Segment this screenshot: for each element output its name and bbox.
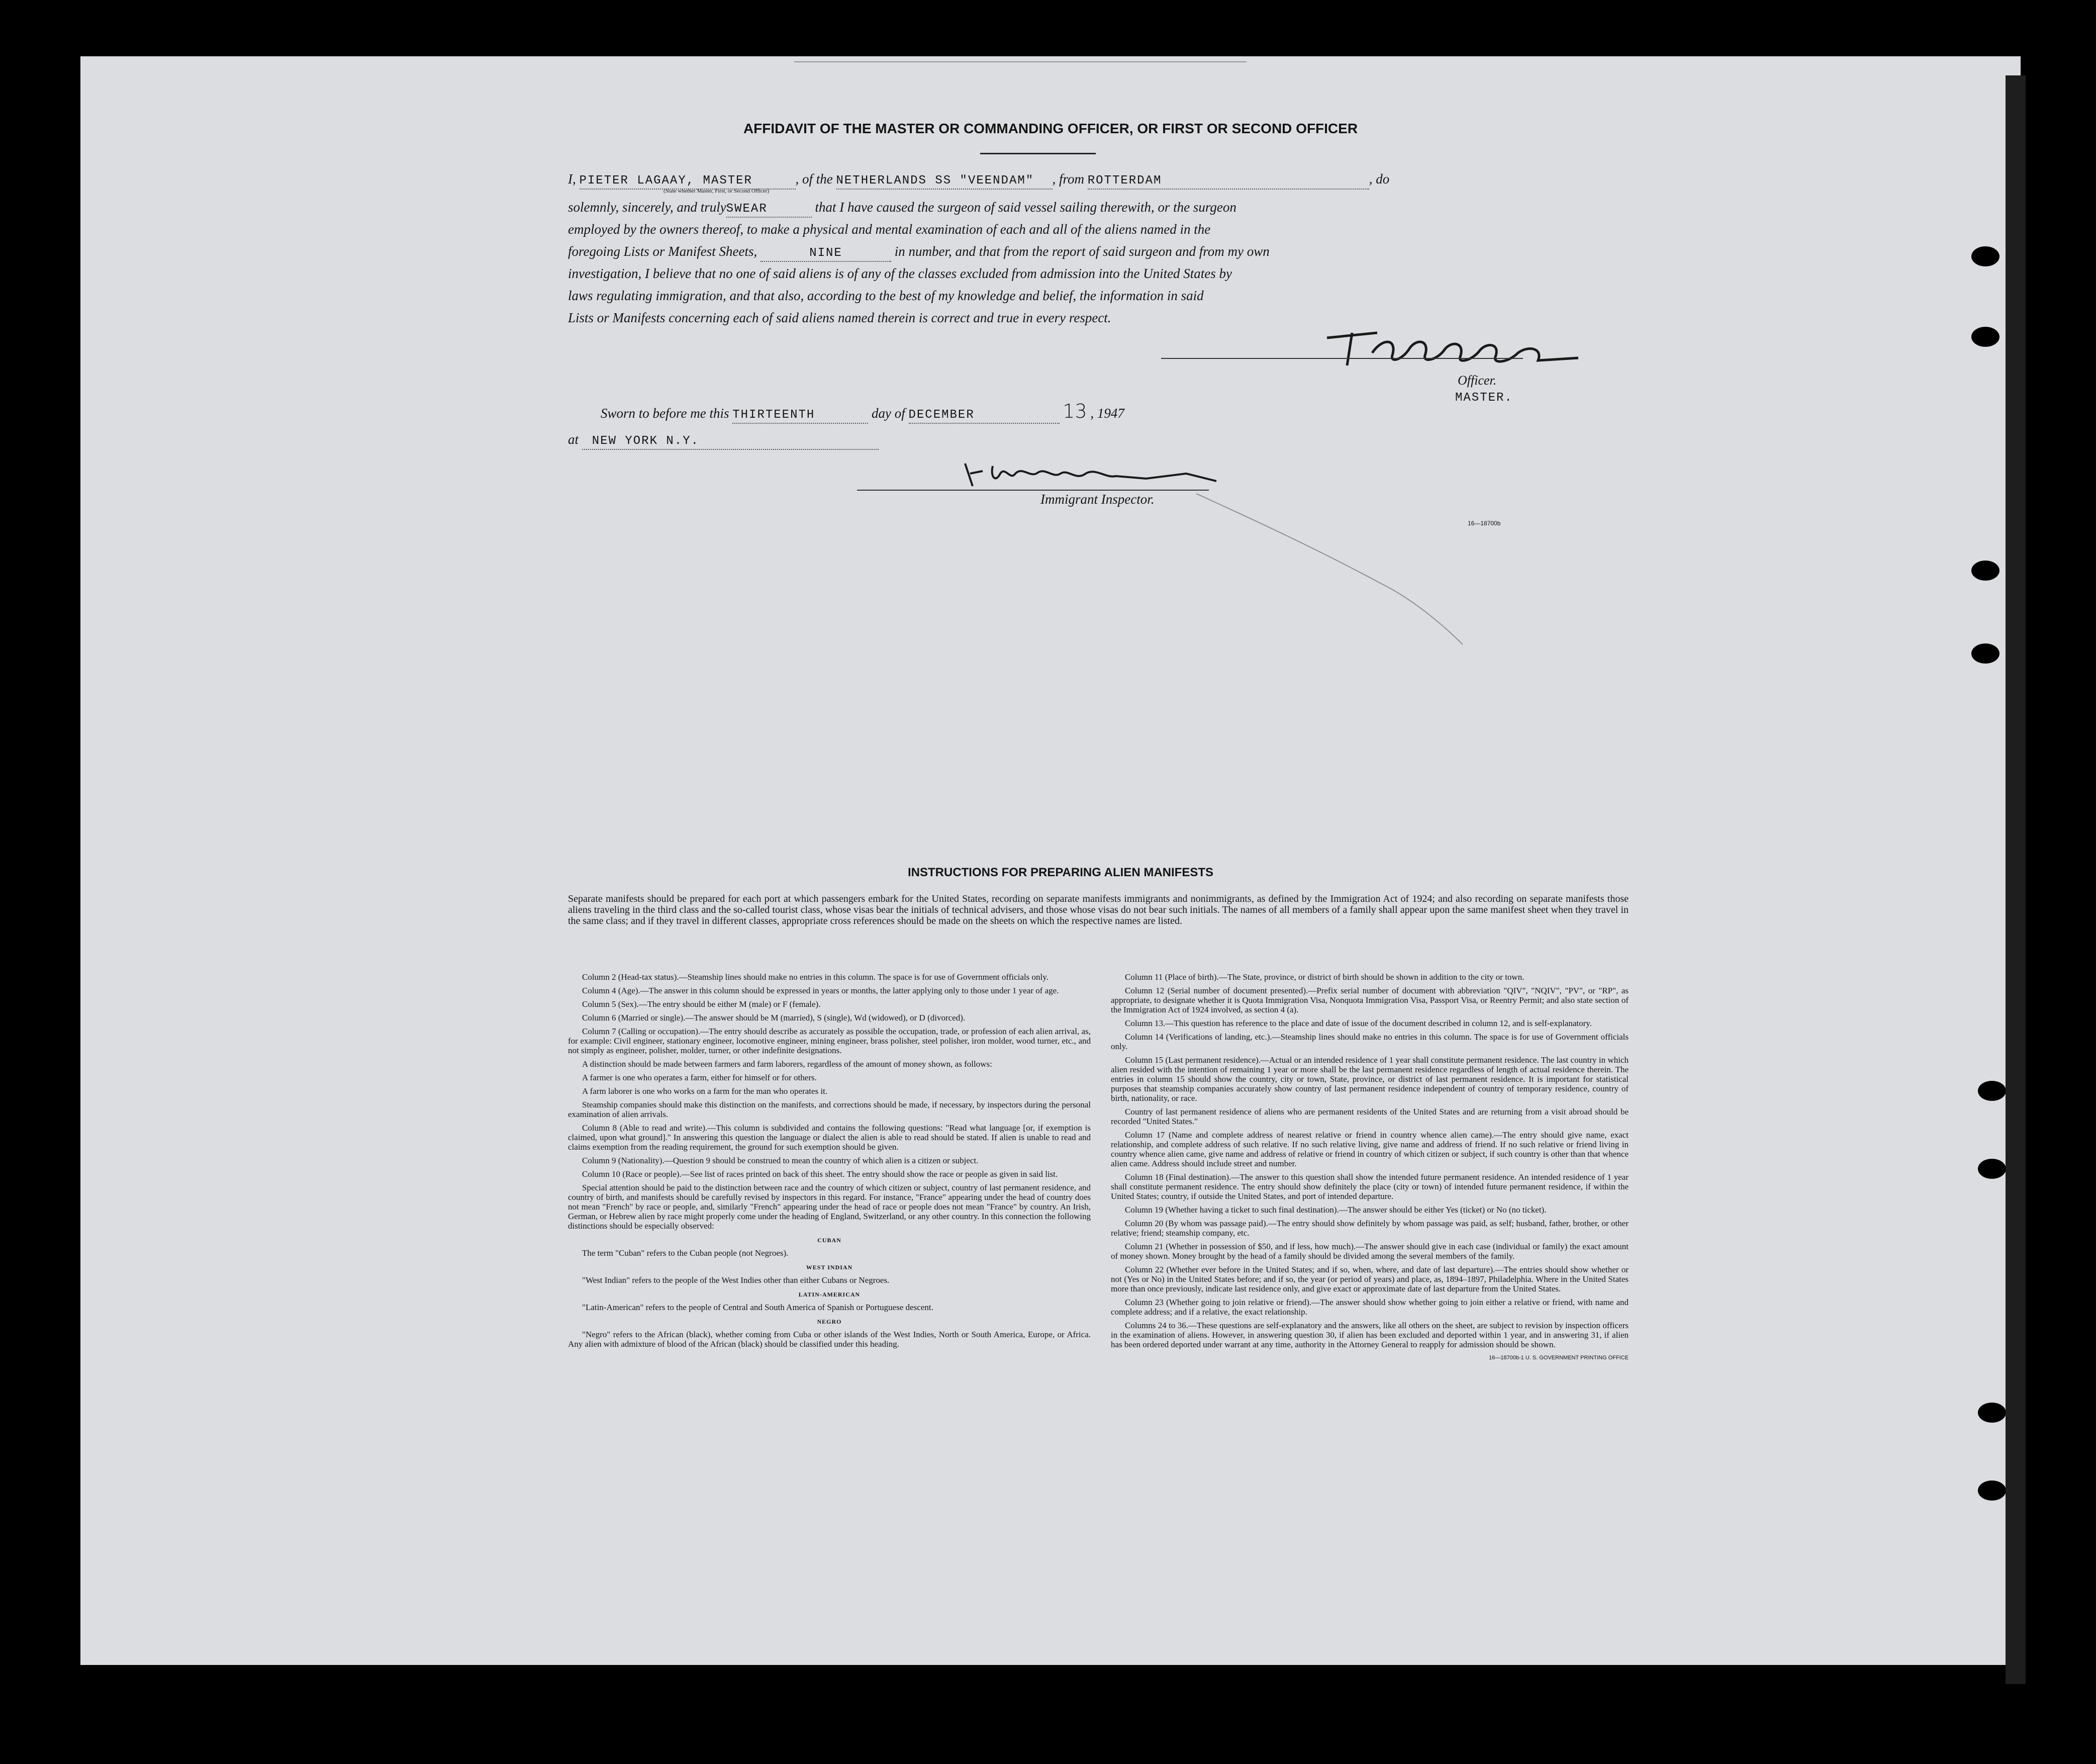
definition-latin-american: "Latin-American" refers to the people of Central and South America of Spanish or Portuguese descent. (582, 1303, 933, 1312)
heading-cuban: CUBAN (817, 1237, 841, 1244)
instruction-col-8: Column 8 (Able to read and write).—This column is subdivided and contains the following questions: "Read what language [or, if exemption is claimed, upon what ground]." In answering this question the language or dialect the alien is able to read should be stated. If alien is unable to read and claims exemption from the reading requirement, the ground for such exemption should be given. (568, 1123, 1091, 1152)
inspector-signature (955, 453, 1267, 494)
instruction-col-2: Column 2 (Head-tax status).—Steamship lines should make no entries in this column. The space is for use of Government officials only. (582, 972, 1049, 982)
instruction-col-17: Column 17 (Name and complete address of nearest relative or friend in country whence alien came).—The entry should give name, exact relationship, and complete address of such relative. If no such relative living, give name and address of friend. If no such relative or friend living in country whence alien came, give name and address of relative or friend in country of which citizen or subject, if such country is other than that whence alien came. Address should include street and number. (1111, 1130, 1629, 1168)
place-line (568, 428, 1624, 450)
inspector-label: Immigrant Inspector. (1040, 492, 1155, 507)
top-edge-line (794, 61, 1247, 62)
handwritten-day: 13 (1063, 400, 1087, 422)
text-surgeon: that I have caused the surgeon of said vessel sailing therewith, or the surgeon (815, 200, 1236, 215)
form-code: 16—18700b (1468, 520, 1501, 527)
printing-office-footer: 16—18700b-1 U. S. GOVERNMENT PRINTING OFFICE (1489, 1355, 1629, 1361)
affidavit-line-3: employed by the owners thereof, to make a physical and mental examination of each and all of the aliens named in the (568, 222, 1211, 237)
binding-hole (1971, 246, 1999, 266)
text-day-of: day of (872, 406, 905, 421)
definition-negro: "Negro" refers to the African (black), whether coming from Cuba or other islands of the West Indies, North or South America, Europe, or Africa. Any alien with admixture of blood of the African (black) should be classified under this heading. (568, 1330, 1091, 1349)
text-solemnly: solemnly, sincerely, and truly (568, 200, 726, 215)
instruction-col-4: Column 4 (Age).—The answer in this column should be expressed in years or months, the latter applying only to those under 1 year of age. (582, 986, 1059, 995)
text-of-the: , of the (795, 171, 833, 187)
manifest-sheet (80, 56, 2021, 1665)
stray-pencil-mark (1191, 489, 1473, 649)
instruction-corrections: Steamship companies should make this distinction on the manifests, and corrections should be made, if necessary, by inspectors during the personal examination of alien arrivals. (568, 1100, 1091, 1119)
instructions-intro: Separate manifests should be prepared for each port at which passengers embark for the United States, recording on separate manifests immigrants and nonimmigrants, as defined by the Immigration Act of 1924; and also recording on separate manifests those aliens traveling in the third class and the so-called tourist class, whose visas bear the initials of technical advisers, and those whose visas do not bear such initials. The names of all members of a family shall appear upon the same manifest sheet when they travel in the same class; and if they travel in different classes, appropriate cross references should be made on the sheets on which the respective names are listed. (568, 893, 1629, 926)
sworn-year: , 1947 (1090, 406, 1124, 421)
alien-count-field: NINE (760, 246, 891, 262)
text-i: I, (568, 171, 576, 187)
master-signature (1317, 318, 1598, 373)
affidavit-line-5: investigation, I believe that no one of said aliens is of any of the classes excluded from admission into the United States by (568, 266, 1232, 281)
instruction-col-14: Column 14 (Verifications of landing, etc.).—Steamship lines should make no entries in this column. The space is for use of Government officials only. (1111, 1032, 1629, 1051)
sworn-day-field: THIRTEENTH (732, 408, 868, 424)
text-from: , from (1052, 171, 1085, 187)
instruction-col-13: Column 13.—This question has reference to the place and date of issue of the document described in column 12, and is self-explanatory. (1125, 1018, 1592, 1028)
officer-rank-note: (State whether Master, First, or Second Officer) (663, 188, 770, 194)
binding-hole (1978, 1403, 2006, 1423)
oath-field: SWEAR (726, 202, 812, 218)
affidavit-line-7: Lists or Manifests concerning each of said aliens named therein is correct and true in every respect. (568, 310, 1111, 325)
instruction-col-20: Column 20 (By whom was passage paid).—The entry should show definitely by whom passage was paid, as self; husband, father, brother, or other relative; friend; steamship company, etc. (1111, 1219, 1629, 1238)
affidavit-line-1 (568, 168, 1624, 190)
instruction-col-6: Column 6 (Married or single).—The answer should be M (married), S (single), Wd (widowed), or D (divorced). (582, 1013, 966, 1023)
master-name-field: PIETER LAGAAY, MASTER (580, 173, 796, 190)
instruction-col-15: Column 15 (Last permanent residence).—Actual or an intended residence of 1 year shall constitute permanent residence. The last country in which alien resided with the intention of remaining 1 year or more shall be the last permanent residence regardless of length of actual residence therein. The entries in column 15 should show the country, city or town, State, province, or district of last permanent residence. It is important for statistical purposes that steamship companies accurately show country of last permanent residence independent of country of temporary residence, country of birth, nationality, or race. (1111, 1055, 1629, 1103)
text-foregoing: foregoing Lists or Manifest Sheets, (568, 244, 757, 259)
instruction-col-18: Column 18 (Final destination).—The answer to this question shall show the intended future permanent residence. An intended residence of 1 year shall constitute permanent residence. The entry should show definitely the place (city or town) of intended future permanent residence, if within the United States; country, if outside the United States, and port of intended departure. (1111, 1172, 1629, 1201)
instructions-title: INSTRUCTIONS FOR PREPARING ALIEN MANIFESTS (907, 866, 1213, 879)
text-at: at (568, 432, 579, 447)
instruction-col-5: Column 5 (Sex).—The entry should be either M (male) or F (female). (582, 999, 821, 1009)
instruction-farmer: A farmer is one who operates a farm, either for himself or for others. (582, 1073, 817, 1082)
sworn-line (601, 400, 1656, 424)
instruction-farm-laborer: A farm laborer is one who works on a farm for the man who operates it. (582, 1086, 828, 1096)
inspector-signature-line (857, 490, 1209, 491)
definition-west-indian: "West Indian" refers to the people of the West Indies other than either Cubans or Negroes. (582, 1275, 890, 1285)
scan-border (2006, 75, 2026, 1684)
affidavit-title: AFFIDAVIT OF THE MASTER OR COMMANDING OFFICER, OR FIRST OR SECOND OFFICER (743, 121, 1358, 136)
instruction-residence-us: Country of last permanent residence of aliens who are permanent residents of the United States and are returning from a visit abroad should be recorded "United States." (1111, 1107, 1629, 1126)
heading-west-indian: WEST INDIAN (806, 1264, 853, 1271)
officer-label: Officer. (1458, 373, 1497, 388)
master-signature-line (1161, 358, 1523, 359)
instruction-race-distinction: Special attention should be paid to the distinction between race and the country of which citizen or subject, country of last permanent residence, and country of birth, and manifests should be carefully revised by inspectors in this regard. For instance, "France" appearing under the head of country does not mean "French" by race or people, and, similarly "French" appearing under the head of race or people does not mean "France" by country. An Irish, German, or Hebrew alien by race might properly come under the heading of England, Switzerland, or any other country. In this connection the following distinctions should be especially observed: (568, 1183, 1091, 1231)
instruction-col-9: Column 9 (Nationality).—Question 9 should be construed to mean the country of which alien is a citizen or subject. (582, 1156, 979, 1165)
instruction-col-21: Column 21 (Whether in possession of $50, and if less, how much).—The answer should give in each case (individual or family) the exact amount of money shown. Money brought by the head of a family should be divided among the several members of the family. (1111, 1242, 1629, 1261)
instruction-col-22: Column 22 (Whether ever before in the United States; and if so, when, where, and date of last departure).—The entries should show whether or not (Yes or No) in the United States before; and if so, the year (or period of years) and place, as, 1894–1897, Philadelphia. Where in the United States more than once previously, indicate last residence only, and give exact or approximate date of last departure from the United States. (1111, 1265, 1629, 1293)
affidavit-line-4 (568, 240, 1624, 262)
text-sworn: Sworn to before me this (601, 406, 729, 421)
text-do: , do (1369, 171, 1390, 187)
binding-hole (1971, 561, 1999, 581)
binding-hole (1971, 643, 1999, 664)
departure-port-field: ROTTERDAM (1088, 173, 1369, 190)
definition-cuban: The term "Cuban" refers to the Cuban people (not Negroes). (582, 1248, 789, 1258)
instruction-col-12: Column 12 (Serial number of document presented).—Prefix serial number of document with abbreviation "QIV", "NQIV", "PV", or "RP", as appropriate, to designate whether it is Quota Immigration Visa, Nonquota Immigration Visa, Passport Visa, or Reentry Permit; and also state section of the Immigration Act of 1924 involved, as section 4 (a). (1111, 986, 1629, 1014)
instruction-col-19: Column 19 (Whether having a ticket to such final destination).—The answer should be either Yes (ticket) or No (no ticket). (1125, 1205, 1547, 1215)
instruction-col-10: Column 10 (Race or people).—See list of races printed on back of this sheet. The entry should show the race or people as given in said list. (582, 1169, 1058, 1179)
instructions-left-column (568, 972, 1091, 1353)
heading-negro: NEGRO (817, 1318, 842, 1325)
vessel-name-field: NETHERLANDS SS "VEENDAM" (836, 173, 1053, 190)
instruction-farmer-distinction: A distinction should be made between farmers and farm laborers, regardless of the amount of money shown, as follows: (582, 1059, 992, 1069)
instruction-col-7: Column 7 (Calling or occupation).—The entry should describe as accurately as possible the occupation, trade, or profession of each alien arrival, as, for example: Civil engineer, stationary engineer, locomotive engineer, mining engineer, brass polisher, steel polisher, iron molder, wood turner, etc., and not simply as engineer, polisher, molder, turner, or other indefinite designations. (568, 1027, 1091, 1055)
title-rule (980, 153, 1096, 154)
instruction-col-11: Column 11 (Place of birth).—The State, province, or district of birth should be shown in addition to the city or town. (1125, 972, 1525, 982)
binding-hole (1971, 327, 1999, 347)
affidavit-line-2 (568, 196, 1624, 218)
place-field: NEW YORK N.Y. (582, 434, 879, 450)
officer-rank: MASTER. (1455, 391, 1513, 405)
sworn-month-field: DECEMBER (909, 408, 1060, 424)
heading-latin-american: LATIN-AMERICAN (798, 1291, 861, 1298)
text-in-number: in number, and that from the report of said surgeon and from my own (894, 244, 1270, 259)
binding-hole (1978, 1480, 2006, 1501)
instructions-right-column (1111, 972, 1629, 1363)
instruction-col-24-36: Columns 24 to 36.—These questions are self-explanatory and the answers, like all others on the sheet, are subject to revision by inspection officers in the examination of aliens. However, in answering question 30, if alien has been excluded and deported within 1 year, and in answering 31, if alien has been ordered deported under warrant at any time, authority in the Attorney General to reapply for admission should be shown. (1111, 1321, 1629, 1349)
binding-hole (1978, 1159, 2006, 1179)
instruction-col-23: Column 23 (Whether going to join relative or friend).—The answer should show whether going to join either a relative or friend, with name and complete address; and if a relative, the exact relationship. (1111, 1297, 1629, 1317)
binding-hole (1978, 1081, 2006, 1101)
affidavit-line-6: laws regulating immigration, and that also, according to the best of my knowledge and belief, the information in said (568, 288, 1204, 303)
